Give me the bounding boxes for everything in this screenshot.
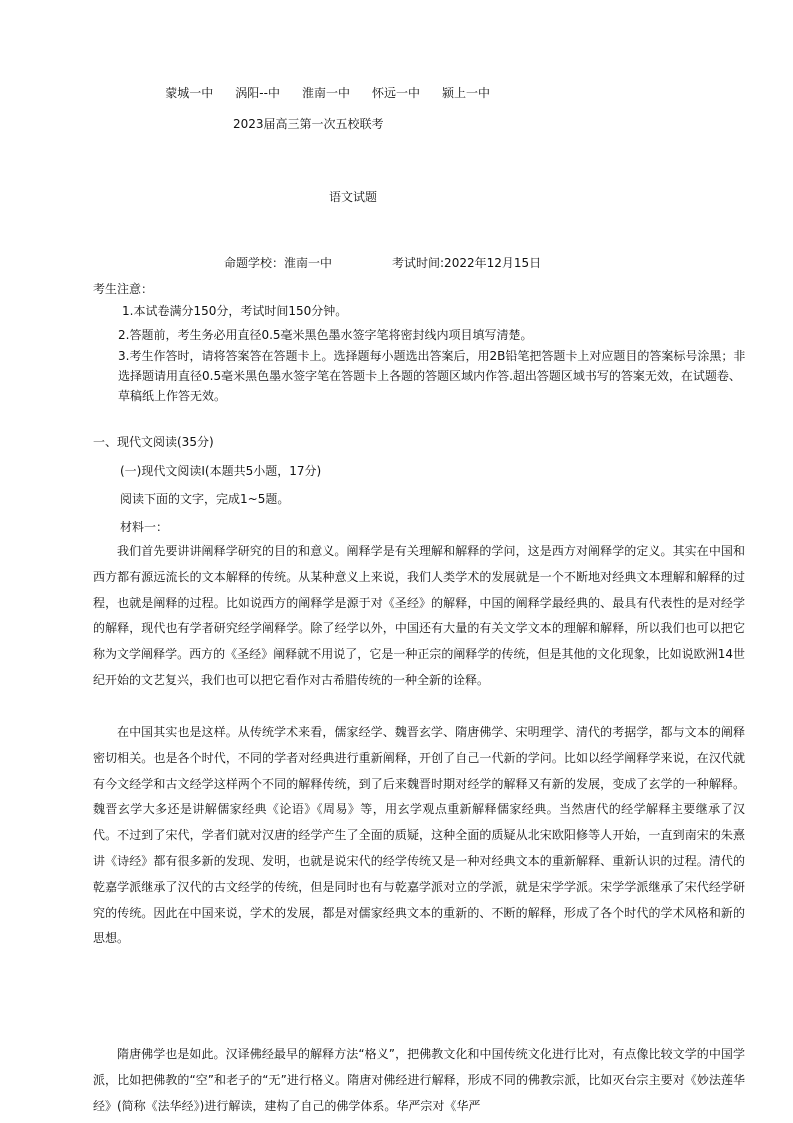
notice-item: 2.答题前，考生务必用直径0.5毫米黑色墨水签字笔将密封线内项目填写清楚。	[118, 328, 533, 342]
section-instruction: 阅读下面的文字，完成1~5题。	[120, 492, 290, 506]
school-name: 颍上一中	[441, 86, 490, 100]
exam-title: 2023届高三第一次五校联考	[233, 117, 384, 131]
passage-paragraph: 在中国其实也是这样。从传统学术来看，儒家经学、魏晋玄学、隋唐佛学、宋明理学、清代的考据学，都与文本的阐释密切相关。也是各个时代，不同的学者对经典进行重新阐释，开创了自己一代新的学问。比如以经学阐释学来说，在汉代就有今文经学和古文经学这样两个不同的解释传统，到了后来魏晋时期对经学的解释又有新的发展，变成了玄学的一种解释。魏晋玄学大多还是讲解儒家经典《论语》《周易》等，用玄学观点重新解释儒家经典。当然唐代的经学解释主要继承了汉代。不过到了宋代，学者们就对汉唐的经学产生了全面的质疑，这种全面的质疑从北宋欧阳修等人开始，一直到南宋的朱熹讲《诗经》都有很多新的发现、发明，也就是说宋代的经学传统又是一种对经典文本的重新解释、重新认识的过程。清代的乾嘉学派继承了汉代的古文经学的传统，但是同时也有与乾嘉学派对立的学派，就是宋学学派。宋学学派继承了宋代经学研究的传统。因此在中国来说，学术的发展，都是对儒家经典文本的重新的、不断的解释，形成了各个时代的学术风格和新的思想。	[93, 725, 745, 946]
subject-title: 语文试题	[329, 190, 378, 204]
school-name: 怀远一中	[371, 86, 420, 100]
notice-item: 3.考生作答时，请将答案答在答题卡上。选择题每小题选出答案后，用2B铅笔把答题卡上对应题目的答案标号涂黑；非选择题请用直径0.5毫米黑色墨水签字笔在答题卡上各题的答题区域内作答.超出答题区域书写的答案无效，在试题卷、草稿纸上作答无效。	[118, 349, 746, 403]
school-list	[150, 70, 512, 115]
notice-item: 1.本试卷满分150分，考试时间150分钟。	[122, 304, 348, 318]
notice-heading: 考生注意：	[93, 282, 154, 296]
school-name: 蒙城一中	[165, 86, 214, 100]
school-name: 涡阳--中	[235, 86, 280, 100]
passage-paragraph: 我们首先要讲讲阐释学研究的目的和意义。阐释学是有关理解和解释的学问，这是西方对阐释学的定义。其实在中国和西方都有源远流长的文本解释的传统。从某种意义上来说，我们人类学术的发展就是一个不断地对经典文本理解和解释的过程，也就是阐释的过程。比如说西方的阐释学是源于对《圣经》的解释，中国的阐释学最经典的、最具有代表性的是对经学的解释，现代也有学者研究经学阐释学。除了经学以外，中国还有大量的有关文学文本的理解和解释，所以我们也可以把它称为文学阐释学。西方的《圣经》阐释就不用说了，它是一种正宗的阐释学的传统，但是其他的文化现象，比如说欧洲14世纪开始的文艺复兴，我们也可以把它看作对古希腊传统的一种全新的诠释。	[93, 544, 745, 687]
section-subtitle: (一)现代文阅读Ⅰ(本题共5小题，17分)	[120, 464, 322, 478]
school-name: 淮南一中	[301, 86, 350, 100]
exam-time: 考试时间:2022年12月15日	[392, 256, 542, 270]
exam-meta	[224, 254, 541, 271]
setter-school: 命题学校：淮南一中	[224, 256, 333, 270]
passage-paragraph: 隋唐佛学也是如此。汉译佛经最早的解释方法“格义”，把佛教文化和中国传统文化进行比对，有点像比较文学的中国学派，比如把佛教的“空”和老子的“无”进行格义。隋唐对佛经进行解释，形成不同的佛教宗派，比如灭台宗主要对《妙法莲华经》(简称《法华经》)进行解读，建构了自己的佛学体系。华严宗对《华严	[93, 1047, 745, 1113]
section-title: 一、现代文阅读(35分)	[93, 435, 214, 449]
material-label: 材料一：	[120, 520, 169, 534]
